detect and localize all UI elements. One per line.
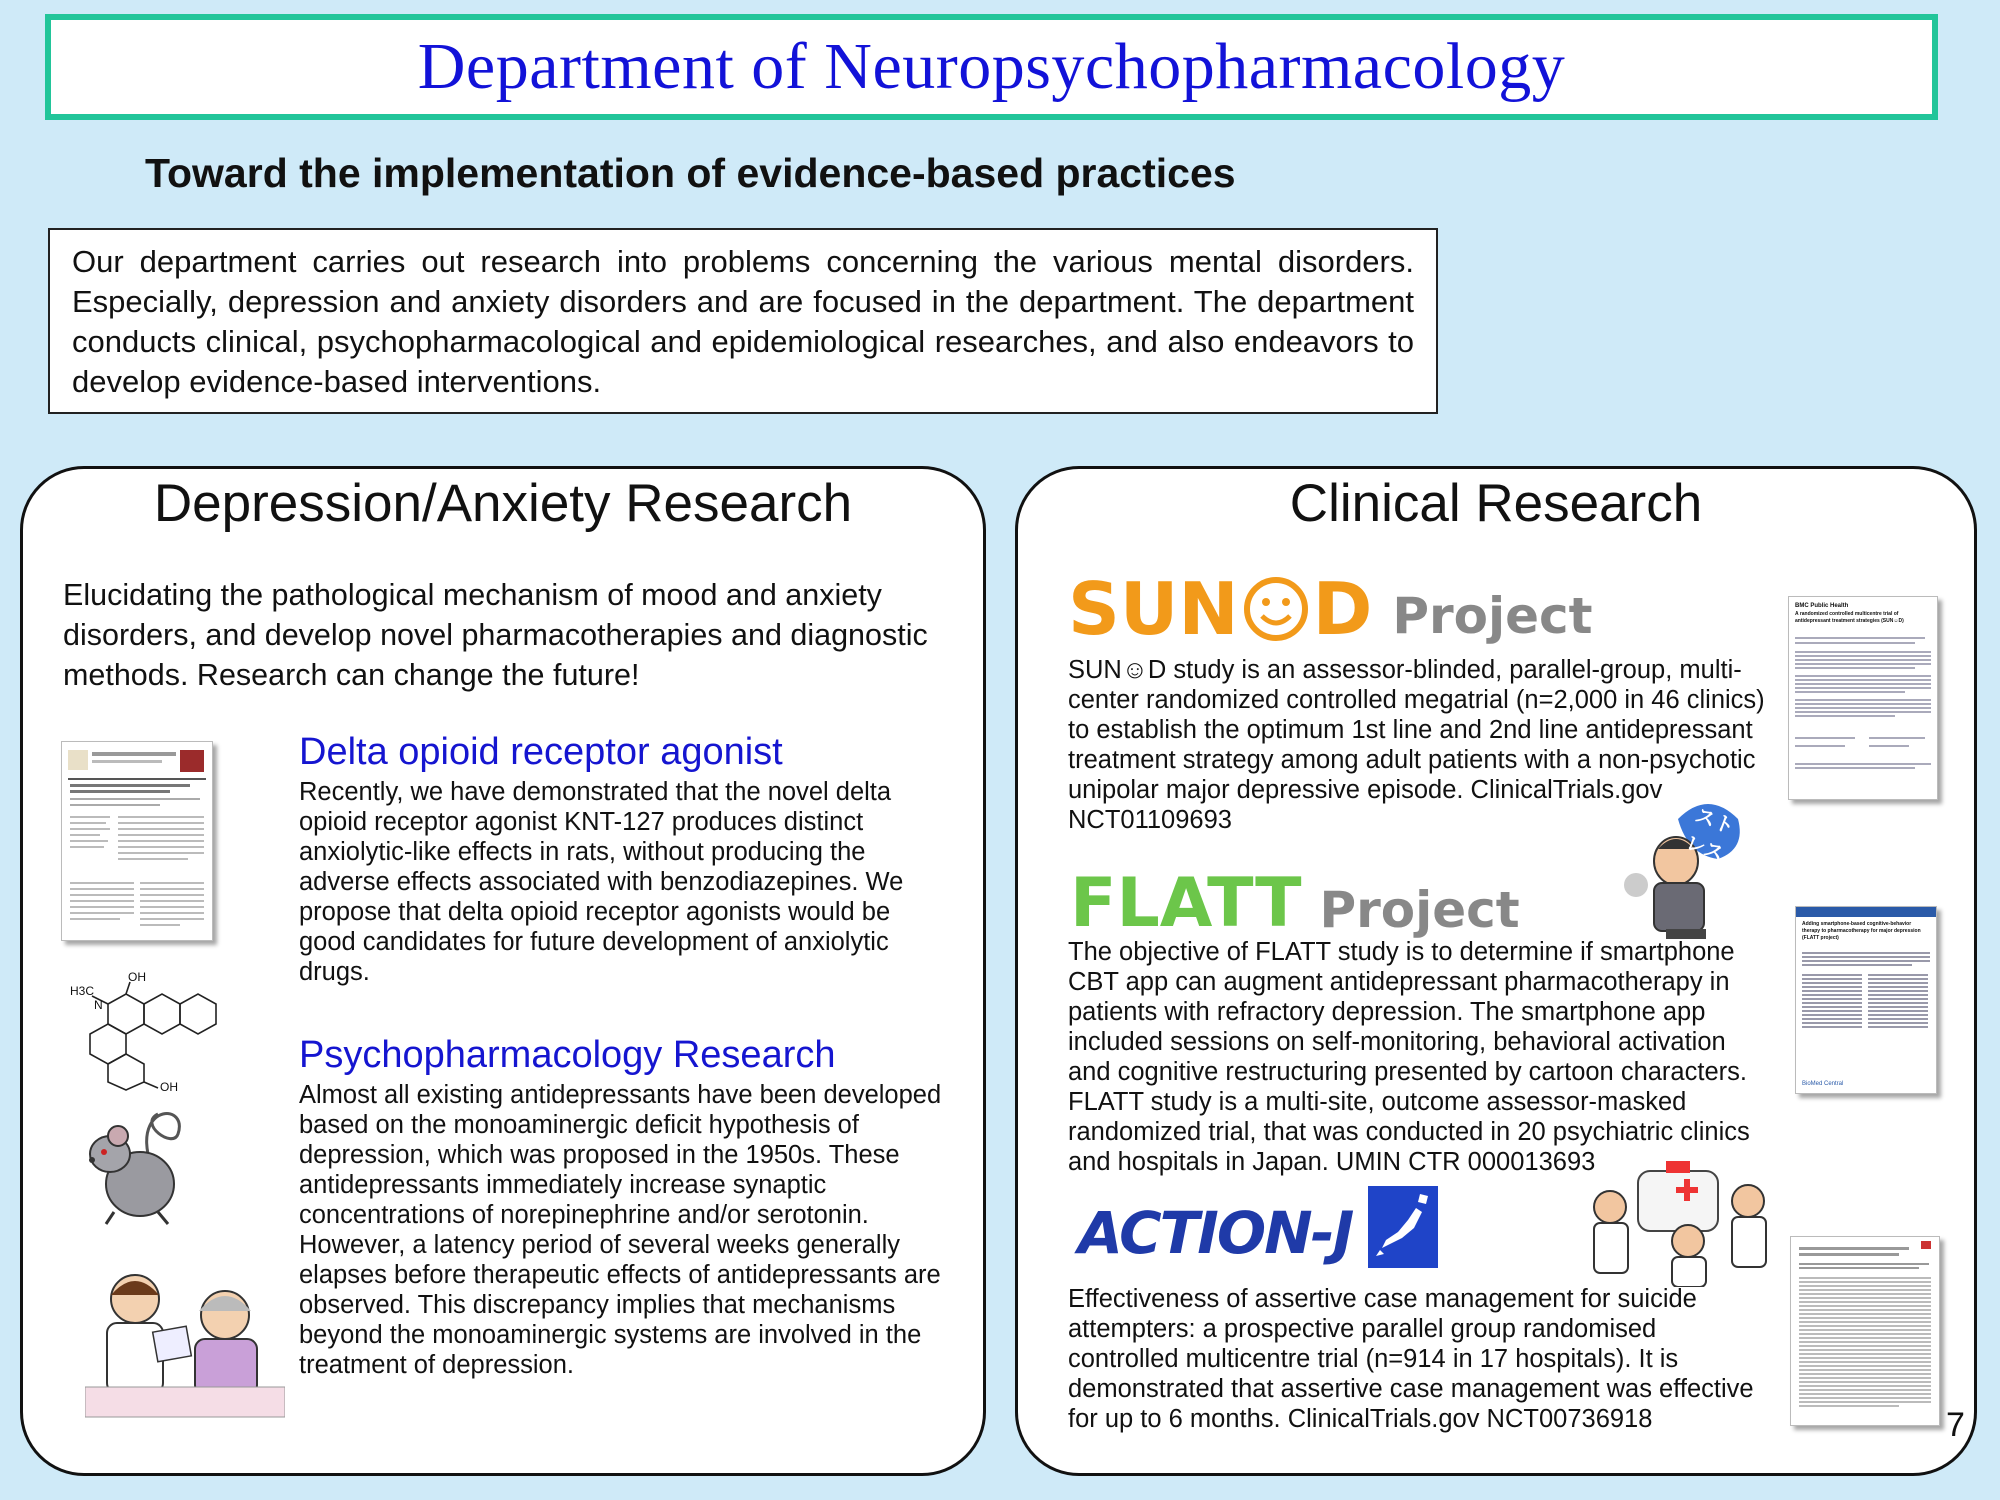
rat-illustration [78, 1084, 198, 1234]
delta-opioid-heading: Delta opioid receptor agonist [299, 731, 783, 773]
sunod-logo [1068, 569, 1593, 649]
flatt-paper-thumbnail [1795, 906, 1937, 1094]
psychopharmacology-text: Almost all existing antidepressants have been developed based on the monoaminergic deficit hypothesis of depression, which was proposed in the 1950s. These antidepressants immediately increase synaptic concentrations of norepinephrine and/or serotonin. However, a latency period of several weeks generally elapses before therapeutic effects of antidepressants are observed. This discrepancy implies that mechanisms beyond the monoaminergic systems are involved in the treatment of depression. [299, 1081, 942, 1379]
delta-paper-thumbnail [61, 741, 213, 941]
page-title: Department of Neuropsychopharmacology [417, 30, 1566, 103]
flatt-project-label: Project [1319, 881, 1520, 939]
right-panel-title: Clinical Research [1289, 474, 1703, 533]
sunod-paper-header: BMC Public Health [1795, 603, 1849, 609]
sunod-project-label: Project [1392, 587, 1593, 645]
sunod-paper-thumbnail [1788, 596, 1938, 800]
sunod-logo-left: SUN [1068, 567, 1239, 651]
stressed-man-illustration [1618, 789, 1748, 939]
left-panel-title: Depression/Anxiety Research [153, 474, 853, 533]
japan-map-icon [1368, 1186, 1438, 1268]
sunod-text: SUN☺D study is an assessor-blinded, parallel-group, multi-center randomized controlled megatrial (n=2,000 in 46 clinics) to establish the optimum 1st line and 2nd line antidepressant treatment strategy among adult patients with a non-psychotic unipolar major depressive episode. ClinicalTrials.gov NCT01109693 [1068, 656, 1765, 834]
flatt-logo-text: FLATT [1070, 864, 1302, 943]
oh-bottom-label: OH [160, 1080, 178, 1094]
flatt-paper-title: Adding smartphone-based cognitive-behavior therapy to pharmacotherapy for major depression (FLATT project) [1802, 921, 1921, 941]
knt127-molecule-diagram [68, 970, 248, 1094]
depression-anxiety-panel [20, 466, 986, 1476]
ambulance-doctors-illustration [1588, 1157, 1778, 1287]
action-j-text: Effectiveness of assertive case management for suicide attempters: a prospective parallel group randomised controlled multicentre trial (n=914 in 17 hospitals). It is demonstrated that assertive case management was effective for up to 6 months. ClinicalTrials.gov NCT00736918 [1068, 1285, 1754, 1433]
stress-badge: ストレス [1682, 802, 1738, 866]
delta-opioid-text: Recently, we have demonstrated that the novel delta opioid receptor agonist KNT-127 produces distinct anxiolytic-like effects in rats, without producing the adverse effects associated with benzodiazepines. We propose that delta opioid receptor agonists would be good candidates for future development of anxiolytic drugs. [299, 778, 904, 986]
title-banner [45, 14, 1938, 120]
subtitle: Toward the implementation of evidence-based practices [145, 150, 1236, 196]
flatt-paper-footer: BioMed Central [1802, 1081, 1844, 1087]
left-panel-lead: Elucidating the pathological mechanism of mood and anxiety disorders, and develop novel pharmacotherapies and diagnostic methods. Research can change the future! [63, 578, 928, 692]
sunod-logo-right: D [1312, 567, 1373, 651]
action-j-logo-text: ACTION-J [1078, 1199, 1353, 1267]
action-j-logo [1078, 1199, 1352, 1267]
flatt-text: The objective of FLATT study is to determine if smartphone CBT app can augment antidepressant pharmacotherapy in patients with refractory depression. The smartphone app included sessions on self-monitoring, behavioral activation and cognitive restructuring presented by cartoon characters. FLATT study is a multi-site, outcome assessor-masked randomized trial, that was conducted in 20 psychiatric clinics and hospitals in Japan. UMIN CTR 000013693 [1068, 938, 1750, 1176]
page-number: 7 [1946, 1406, 1965, 1444]
psychopharmacology-heading: Psychopharmacology Research [299, 1034, 836, 1076]
doctor-patient-illustration [85, 1259, 285, 1419]
clinical-research-panel [1015, 466, 1977, 1476]
action-j-paper-thumbnail [1790, 1236, 1940, 1426]
sunod-paper-title: A randomized controlled multicentre trial of antidepressant treatment strategies (SUN☺D) [1795, 611, 1904, 624]
smiley-icon [1243, 576, 1309, 642]
methyl-label: H3C [70, 984, 95, 998]
flatt-logo [1070, 863, 1520, 943]
intro-box: Our department carries out research into problems concerning the various mental disorders. Especially, depression and anxiety disorders and are focused in the department. The department conducts clinical, psychopharmacological and epidemiological researches, and also endeavors to develop evidence-based interventions. [48, 228, 1438, 414]
oh-top-label: OH [128, 970, 146, 984]
nitrogen-label: N [94, 998, 103, 1012]
